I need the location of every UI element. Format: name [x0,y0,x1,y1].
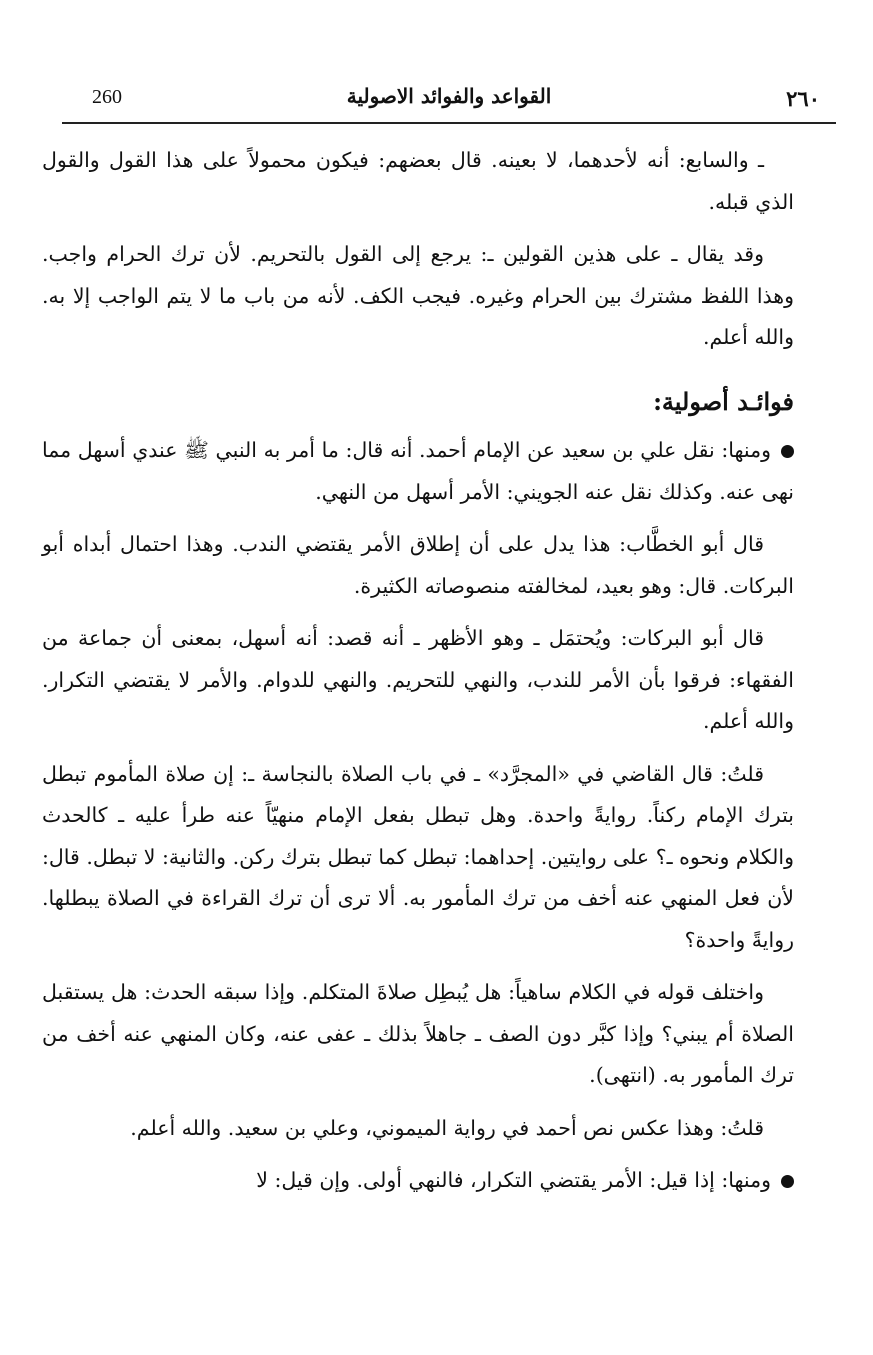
paragraph-maymuni: قلتُ: وهذا عكس نص أحمد في رواية الميموني، وعلي بن سعيد. والله أعلم. [130,1115,764,1140]
body-text [42,140,794,1213]
section-heading: فوائـد أصولية: [653,386,794,416]
bullet-icon [781,1175,794,1188]
bullet-paragraph-2 [42,1160,794,1202]
paragraph-abu-al-barakat: قال أبو البركات: ويُحتمَل ـ وهو الأظهر ـ أنه قصد: أنه أسهل، بمعنى أن جماعة من الفقهاء: فرقوا بأن الأمر للندب، والنهي للتحريم. والنهي للدوام. والأمر لا يقتضي التكرار. والله أعلم. [42,626,794,733]
running-title: القواعد والفوائد الاصولية [346,84,552,108]
paragraph-repetition: ومنها: إذا قيل: الأمر يقتضي التكرار، فالنهي أولى. وإن قيل: لا [256,1168,771,1192]
bullet-icon [781,445,794,458]
page-number-arabic: ٢٦٠ [786,86,820,111]
bullet-paragraph-1 [42,430,794,513]
paragraph-ali-ibn-said: ومنها: نقل علي بن سعيد عن الإمام أحمد. أنه قال: ما أمر به النبي ﷺ عندي أسهل مما نهى عنه. وكذلك نقل عنه الجويني: الأمر أسهل من النهي. [42,438,794,504]
paragraph-al-qadi: قلتُ: قال القاضي في «المجرَّد» ـ في باب الصلاة بالنجاسة ـ: إن صلاة المأموم تبطل بترك الإمام ركناً. روايةً واحدة. وهل تبطل بفعل الإمام منهيّاً عنه طرأ عليه ـ كالحدث والكلام ونحوه ـ؟ على روايتين. إحداهما: تبطل كما تبطل بترك ركن. والثانية: لا تبطل. قال: لأن فعل المنهي عنه أخف من ترك المأمور به. ألا ترى أن ترك القراءة في الصلاة يبطلها. روايةً واحدة؟ [42,761,794,952]
paragraph-speech-forgetful: واختلف قوله في الكلام ساهياً: هل يُبطِل صلاةَ المتكلم. وإذا سبقه الحدث: هل يستقبل الصلاة أم يبني؟ وإذا كبَّر دون الصف ـ جاهلاً بذلك ـ عفى عنه، وكان المنهي عنه أخف من ترك المأمور به. (انتهى). [42,980,794,1087]
page-header [62,84,836,124]
paragraph-abu-al-khattab: قال أبو الخطَّاب: هذا يدل على أن إطلاق الأمر يقتضي الندب. وهذا احتمال أبداه أبو البركات. قال: وهو بعيد، لمخالفته منصوصاته الكثيرة. [42,532,794,598]
paragraph-seventh-opinion: ـ والسابع: أنه لأحدهما، لا بعينه. قال بعضهم: فيكون محمولاً على هذا القول والقول الذي قبله. [42,148,794,214]
page-number-latin: 260 [92,86,122,108]
paragraph-prohibition-view: وقد يقال ـ على هذين القولين ـ: يرجع إلى القول بالتحريم. لأن ترك الحرام واجب. وهذا اللفظ مشترك بين الحرام وغيره. فيجب الكف. لأنه من باب ما لا يتم الواجب إلا به. والله أعلم. [42,242,794,349]
header-rule [62,122,836,124]
